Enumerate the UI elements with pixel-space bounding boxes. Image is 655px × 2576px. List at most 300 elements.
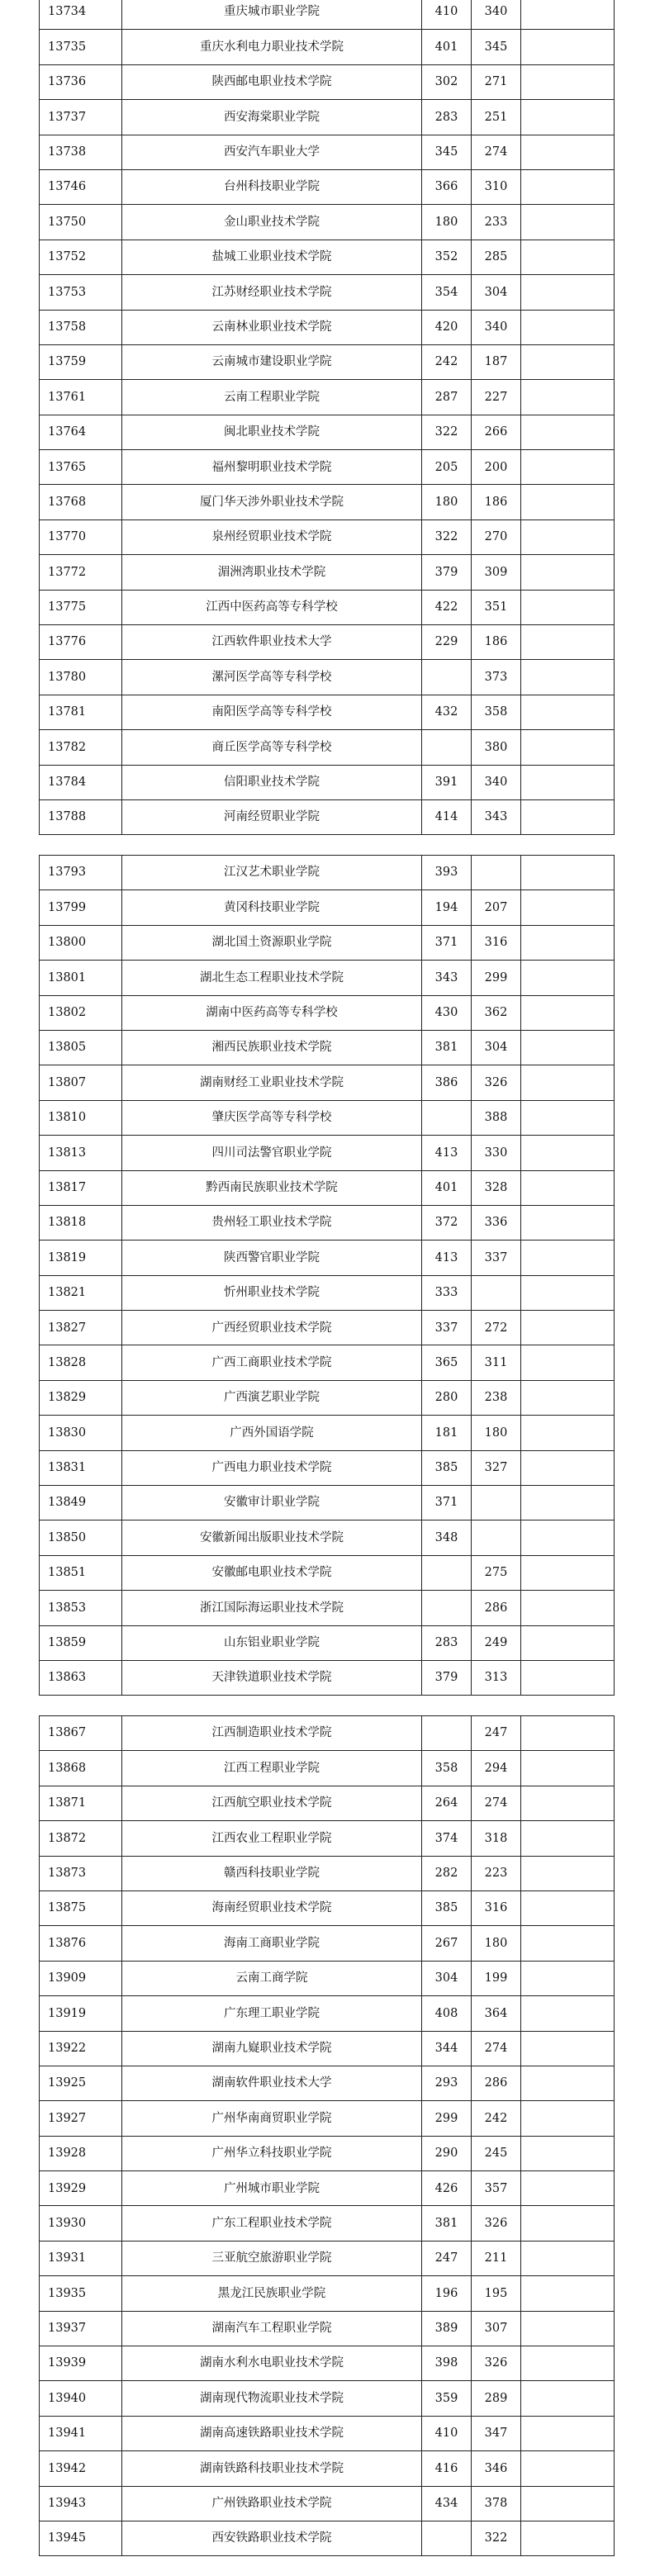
score-2: 316 — [472, 1890, 521, 1925]
institution-code: 13868 — [40, 1751, 122, 1786]
table-row — [40, 380, 615, 415]
blank-cell — [521, 1065, 615, 1100]
blank-cell — [521, 2206, 615, 2241]
institution-code: 13859 — [40, 1625, 122, 1660]
score-1: 302 — [422, 64, 472, 99]
institution-code: 13867 — [40, 1716, 122, 1751]
table-row — [40, 1136, 615, 1170]
institution-code: 13943 — [40, 2486, 122, 2521]
score-1: 434 — [422, 2486, 472, 2521]
blank-cell — [521, 64, 615, 99]
institution-code: 13734 — [40, 0, 122, 30]
score-2 — [472, 1275, 521, 1310]
score-1: 401 — [422, 1170, 472, 1205]
blank-cell — [521, 2276, 615, 2311]
institution-name: 广州城市职业学院 — [122, 2171, 422, 2206]
institution-code: 13776 — [40, 625, 122, 660]
table-row — [40, 1416, 615, 1450]
score-1: 381 — [422, 1030, 472, 1065]
table-row — [40, 2136, 615, 2170]
institution-name: 江西中医药高等专科学校 — [122, 590, 422, 624]
score-2: 326 — [472, 2206, 521, 2241]
institution-code: 13813 — [40, 1136, 122, 1170]
institution-code: 13919 — [40, 1996, 122, 2031]
score-2: 337 — [472, 1241, 521, 1275]
score-2: 274 — [472, 135, 521, 169]
score-2: 270 — [472, 519, 521, 554]
blank-cell — [521, 1030, 615, 1065]
institution-name: 湖北国土资源职业学院 — [122, 925, 422, 960]
table-row — [40, 1486, 615, 1520]
table-block-3 — [39, 1715, 614, 2556]
score-2: 207 — [472, 890, 521, 925]
table-row — [40, 1555, 615, 1590]
score-2: 336 — [472, 1205, 521, 1240]
institution-code: 13810 — [40, 1100, 122, 1135]
institution-code: 13829 — [40, 1380, 122, 1415]
score-1 — [422, 1100, 472, 1135]
score-2: 388 — [472, 1100, 521, 1135]
score-1: 299 — [422, 2101, 472, 2136]
institution-code: 13738 — [40, 135, 122, 169]
score-2: 200 — [472, 450, 521, 485]
blank-cell — [521, 1961, 615, 1995]
table-row — [40, 0, 615, 30]
table-block-2 — [39, 855, 614, 1696]
table-row — [40, 1751, 615, 1786]
score-1: 422 — [422, 590, 472, 624]
table-row — [40, 135, 615, 169]
score-2: 343 — [472, 799, 521, 834]
blank-cell — [521, 1926, 615, 1961]
institution-code: 13851 — [40, 1555, 122, 1590]
score-2: 195 — [472, 2276, 521, 2311]
score-1: 348 — [422, 1520, 472, 1555]
table-row — [40, 730, 615, 765]
institution-code: 13784 — [40, 765, 122, 799]
institution-code: 13850 — [40, 1520, 122, 1555]
score-1: 283 — [422, 1625, 472, 1660]
score-1: 337 — [422, 1311, 472, 1345]
institution-code: 13863 — [40, 1660, 122, 1695]
blank-cell — [521, 590, 615, 624]
institution-name: 湄洲湾职业技术学院 — [122, 555, 422, 590]
blank-cell — [521, 1100, 615, 1135]
blank-cell — [521, 2031, 615, 2066]
table-row — [40, 1450, 615, 1485]
score-2: 186 — [472, 485, 521, 519]
institution-name: 海南经贸职业技术学院 — [122, 1890, 422, 1925]
institution-code: 13909 — [40, 1961, 122, 1995]
blank-cell — [521, 1890, 615, 1925]
table-row — [40, 1241, 615, 1275]
score-1: 410 — [422, 2416, 472, 2450]
score-1: 398 — [422, 2346, 472, 2381]
institution-code: 13928 — [40, 2136, 122, 2170]
score-2: 309 — [472, 555, 521, 590]
score-2: 294 — [472, 1751, 521, 1786]
institution-code: 13772 — [40, 555, 122, 590]
institution-name: 湖南现代物流职业技术学院 — [122, 2381, 422, 2416]
blank-cell — [521, 0, 615, 30]
score-1: 371 — [422, 925, 472, 960]
institution-name: 广州铁路职业技术学院 — [122, 2486, 422, 2521]
institution-code: 13775 — [40, 590, 122, 624]
score-1: 229 — [422, 625, 472, 660]
table-row — [40, 695, 615, 729]
score-2: 275 — [472, 1555, 521, 1590]
institution-code: 13800 — [40, 925, 122, 960]
institution-name: 江苏财经职业技术学院 — [122, 275, 422, 310]
score-1 — [422, 1591, 472, 1625]
score-1: 290 — [422, 2136, 472, 2170]
score-2: 373 — [472, 660, 521, 695]
score-2: 310 — [472, 169, 521, 204]
score-2: 351 — [472, 590, 521, 624]
institution-name: 盐城工业职业技术学院 — [122, 240, 422, 274]
blank-cell — [521, 1450, 615, 1485]
score-1: 385 — [422, 1890, 472, 1925]
institution-code: 13930 — [40, 2206, 122, 2241]
institution-name: 西安汽车职业大学 — [122, 135, 422, 169]
institution-code: 13736 — [40, 64, 122, 99]
table-row — [40, 660, 615, 695]
institution-name: 广州华南商贸职业学院 — [122, 2101, 422, 2136]
score-2: 180 — [472, 1416, 521, 1450]
institution-code: 13939 — [40, 2346, 122, 2381]
institution-name: 西安海棠职业学院 — [122, 100, 422, 135]
blank-cell — [521, 1205, 615, 1240]
institution-code: 13793 — [40, 856, 122, 890]
blank-cell — [521, 1821, 615, 1856]
blank-cell — [521, 100, 615, 135]
blank-cell — [521, 135, 615, 169]
institution-name: 赣西科技职业学院 — [122, 1856, 422, 1890]
table-row — [40, 344, 615, 379]
score-1: 280 — [422, 1380, 472, 1415]
institution-name: 黑龙江民族职业学院 — [122, 2276, 422, 2311]
score-1: 242 — [422, 344, 472, 379]
blank-cell — [521, 961, 615, 995]
institution-code: 13801 — [40, 961, 122, 995]
blank-cell — [521, 2346, 615, 2381]
score-2: 266 — [472, 415, 521, 449]
table-row — [40, 169, 615, 204]
blank-cell — [521, 1345, 615, 1380]
score-2: 358 — [472, 695, 521, 729]
institution-code: 13853 — [40, 1591, 122, 1625]
institution-code: 13830 — [40, 1416, 122, 1450]
institution-code: 13819 — [40, 1241, 122, 1275]
table-row — [40, 2276, 615, 2311]
score-1: 287 — [422, 380, 472, 415]
blank-cell — [521, 1311, 615, 1345]
score-2 — [472, 1520, 521, 1555]
score-2: 245 — [472, 2136, 521, 2170]
table-row — [40, 1170, 615, 1205]
score-2: 304 — [472, 275, 521, 310]
table-row — [40, 1996, 615, 2031]
score-2: 362 — [472, 995, 521, 1030]
institution-name: 台州科技职业学院 — [122, 169, 422, 204]
institution-code: 13927 — [40, 2101, 122, 2136]
institution-code: 13940 — [40, 2381, 122, 2416]
institution-name: 云南城市建设职业学院 — [122, 344, 422, 379]
table-row — [40, 310, 615, 344]
institution-name: 云南林业职业技术学院 — [122, 310, 422, 344]
institution-code: 13737 — [40, 100, 122, 135]
table-row — [40, 799, 615, 834]
blank-cell — [521, 205, 615, 240]
institution-code: 13941 — [40, 2416, 122, 2450]
institution-name: 湖南高速铁路职业技术学院 — [122, 2416, 422, 2450]
score-2: 223 — [472, 1856, 521, 1890]
score-1: 365 — [422, 1345, 472, 1380]
table-row — [40, 1345, 615, 1380]
institution-name: 湖南软件职业技术大学 — [122, 2066, 422, 2100]
table-row — [40, 1716, 615, 1751]
table-row — [40, 519, 615, 554]
institution-name: 南阳医学高等专科学校 — [122, 695, 422, 729]
score-1: 282 — [422, 1856, 472, 1890]
score-1: 304 — [422, 1961, 472, 1995]
score-1: 344 — [422, 2031, 472, 2066]
score-2: 313 — [472, 1660, 521, 1695]
institution-code: 13752 — [40, 240, 122, 274]
blank-cell — [521, 765, 615, 799]
table-row — [40, 1380, 615, 1415]
score-2: 211 — [472, 2241, 521, 2275]
score-2: 357 — [472, 2171, 521, 2206]
score-1: 410 — [422, 0, 472, 30]
institution-name: 三亚航空旅游职业学院 — [122, 2241, 422, 2275]
score-2: 327 — [472, 1450, 521, 1485]
institution-name: 广西工商职业技术学院 — [122, 1345, 422, 1380]
score-1: 180 — [422, 205, 472, 240]
score-1: 413 — [422, 1136, 472, 1170]
table-row — [40, 1065, 615, 1100]
table-row — [40, 1275, 615, 1310]
institution-name: 安徽邮电职业技术学院 — [122, 1555, 422, 1590]
score-2: 286 — [472, 2066, 521, 2100]
institution-code: 13807 — [40, 1065, 122, 1100]
blank-cell — [521, 1555, 615, 1590]
score-1: 372 — [422, 1205, 472, 1240]
score-2: 316 — [472, 925, 521, 960]
institution-name: 湖南九嶷职业技术学院 — [122, 2031, 422, 2066]
institution-name: 广西外国语学院 — [122, 1416, 422, 1450]
score-2: 233 — [472, 205, 521, 240]
score-2: 380 — [472, 730, 521, 765]
institution-code: 13931 — [40, 2241, 122, 2275]
institution-code: 13945 — [40, 2521, 122, 2555]
institution-code: 13831 — [40, 1450, 122, 1485]
score-2: 187 — [472, 344, 521, 379]
score-2: 199 — [472, 1961, 521, 1995]
institution-code: 13817 — [40, 1170, 122, 1205]
score-2: 286 — [472, 1591, 521, 1625]
score-2: 285 — [472, 240, 521, 274]
score-table-1 — [39, 0, 615, 835]
institution-name: 山东铝业职业学院 — [122, 1625, 422, 1660]
blank-cell — [521, 1751, 615, 1786]
institution-name: 陕西邮电职业技术学院 — [122, 64, 422, 99]
institution-name: 黄冈科技职业学院 — [122, 890, 422, 925]
blank-cell — [521, 275, 615, 310]
score-2: 247 — [472, 1716, 521, 1751]
score-2: 311 — [472, 1345, 521, 1380]
blank-cell — [521, 995, 615, 1030]
blank-cell — [521, 2171, 615, 2206]
institution-name: 天津铁道职业技术学院 — [122, 1660, 422, 1695]
table-row — [40, 450, 615, 485]
score-2: 249 — [472, 1625, 521, 1660]
score-1 — [422, 1555, 472, 1590]
blank-cell — [521, 799, 615, 834]
blank-cell — [521, 555, 615, 590]
blank-cell — [521, 2101, 615, 2136]
blank-cell — [521, 660, 615, 695]
institution-code: 13780 — [40, 660, 122, 695]
institution-name: 重庆水利电力职业技术学院 — [122, 30, 422, 64]
score-1: 196 — [422, 2276, 472, 2311]
table-row — [40, 765, 615, 799]
table-row — [40, 1205, 615, 1240]
score-1: 432 — [422, 695, 472, 729]
score-1: 385 — [422, 1450, 472, 1485]
blank-cell — [521, 1275, 615, 1310]
table-row — [40, 625, 615, 660]
institution-name: 江西工程职业学院 — [122, 1751, 422, 1786]
score-1: 430 — [422, 995, 472, 1030]
table-row — [40, 2241, 615, 2275]
institution-name: 广西经贸职业技术学院 — [122, 1311, 422, 1345]
score-2: 340 — [472, 310, 521, 344]
blank-cell — [521, 2066, 615, 2100]
blank-cell — [521, 1716, 615, 1751]
institution-name: 广东理工职业学院 — [122, 1996, 422, 2031]
score-2: 322 — [472, 2521, 521, 2555]
table-row — [40, 2416, 615, 2450]
score-1: 345 — [422, 135, 472, 169]
blank-cell — [521, 730, 615, 765]
score-2: 272 — [472, 1311, 521, 1345]
institution-code: 13827 — [40, 1311, 122, 1345]
blank-cell — [521, 2381, 615, 2416]
blank-cell — [521, 2136, 615, 2170]
institution-name: 河南经贸职业学院 — [122, 799, 422, 834]
table-row — [40, 1100, 615, 1135]
institution-code: 13758 — [40, 310, 122, 344]
score-1: 426 — [422, 2171, 472, 2206]
score-2: 347 — [472, 2416, 521, 2450]
table-row — [40, 100, 615, 135]
table-row — [40, 1520, 615, 1555]
score-1: 386 — [422, 1065, 472, 1100]
table-row — [40, 961, 615, 995]
institution-code: 13873 — [40, 1856, 122, 1890]
score-2 — [472, 856, 521, 890]
blank-cell — [521, 890, 615, 925]
score-1: 401 — [422, 30, 472, 64]
blank-cell — [521, 2451, 615, 2486]
score-1: 359 — [422, 2381, 472, 2416]
institution-code: 13935 — [40, 2276, 122, 2311]
table-row — [40, 2311, 615, 2346]
score-1: 322 — [422, 519, 472, 554]
score-1 — [422, 1716, 472, 1751]
score-1: 322 — [422, 415, 472, 449]
score-1: 393 — [422, 856, 472, 890]
score-2: 271 — [472, 64, 521, 99]
institution-name: 江西制造职业技术学院 — [122, 1716, 422, 1751]
institution-code: 13872 — [40, 1821, 122, 1856]
institution-code: 13759 — [40, 344, 122, 379]
table-row — [40, 2206, 615, 2241]
institution-name: 商丘医学高等专科学校 — [122, 730, 422, 765]
institution-name: 湖南铁路科技职业技术学院 — [122, 2451, 422, 2486]
blank-cell — [521, 240, 615, 274]
institution-code: 13821 — [40, 1275, 122, 1310]
score-2: 328 — [472, 1170, 521, 1205]
table-row — [40, 240, 615, 274]
score-1: 358 — [422, 1751, 472, 1786]
blank-cell — [521, 380, 615, 415]
blank-cell — [521, 30, 615, 64]
blank-cell — [521, 1136, 615, 1170]
institution-name: 四川司法警官职业学院 — [122, 1136, 422, 1170]
score-2: 326 — [472, 1065, 521, 1100]
score-1: 181 — [422, 1416, 472, 1450]
institution-code: 13818 — [40, 1205, 122, 1240]
score-1: 420 — [422, 310, 472, 344]
score-1: 371 — [422, 1486, 472, 1520]
table-row — [40, 205, 615, 240]
blank-cell — [521, 310, 615, 344]
table-row — [40, 1961, 615, 1995]
blank-cell — [521, 1520, 615, 1555]
table-row — [40, 995, 615, 1030]
table-row — [40, 1311, 615, 1345]
institution-name: 湖北生态工程职业技术学院 — [122, 961, 422, 995]
institution-name: 浙江国际海运职业技术学院 — [122, 1591, 422, 1625]
score-1: 413 — [422, 1241, 472, 1275]
table-row — [40, 2346, 615, 2381]
table-row — [40, 2066, 615, 2100]
institution-code: 13805 — [40, 1030, 122, 1065]
institution-name: 泉州经贸职业技术学院 — [122, 519, 422, 554]
score-2: 307 — [472, 2311, 521, 2346]
institution-name: 闽北职业技术学院 — [122, 415, 422, 449]
blank-cell — [521, 695, 615, 729]
table-row — [40, 1786, 615, 1820]
blank-cell — [521, 1625, 615, 1660]
score-2: 289 — [472, 2381, 521, 2416]
score-2: 318 — [472, 1821, 521, 1856]
institution-code: 13781 — [40, 695, 122, 729]
table-row — [40, 1591, 615, 1625]
score-2: 330 — [472, 1136, 521, 1170]
score-1 — [422, 2521, 472, 2555]
score-2 — [472, 1486, 521, 1520]
score-1 — [422, 660, 472, 695]
score-1 — [422, 730, 472, 765]
blank-cell — [521, 1416, 615, 1450]
table-row — [40, 2521, 615, 2555]
institution-name: 湖南水利水电职业技术学院 — [122, 2346, 422, 2381]
table-row — [40, 1856, 615, 1890]
institution-code: 13925 — [40, 2066, 122, 2100]
